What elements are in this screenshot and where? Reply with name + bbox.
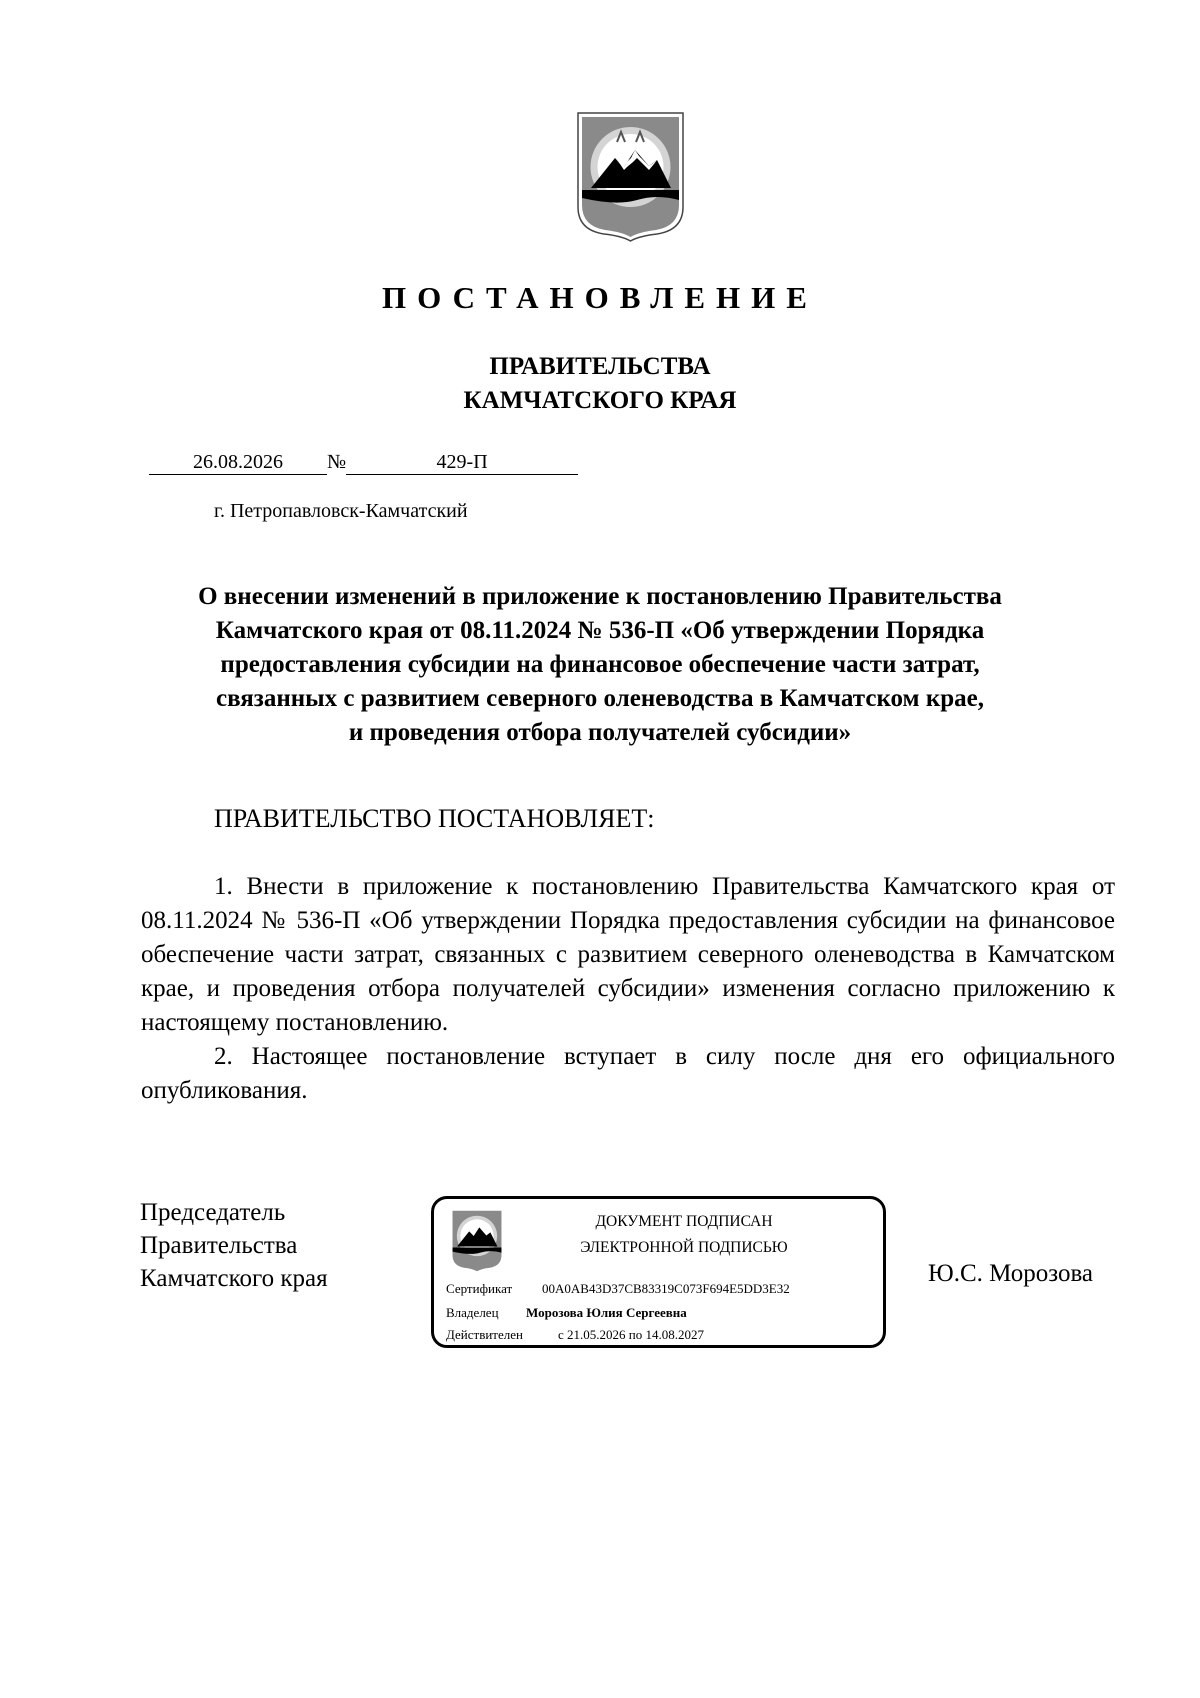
certificate-value: 00A0AB43D37CB83319C073F694E5DD3E32 — [542, 1281, 790, 1296]
issuer-line-2: КАМЧАТСКОГО КРАЯ — [463, 387, 737, 414]
document-body — [141, 870, 1115, 1108]
city: г. Петропавловск-Камчатский — [214, 500, 468, 522]
position-line-1: Председатель — [140, 1199, 286, 1226]
document-date: 26.08.2026 — [149, 450, 327, 475]
validity-label: Действителен — [446, 1327, 523, 1342]
issuer-line-1: ПРАВИТЕЛЬСТВА — [489, 353, 711, 380]
signatory-name: Ю.С. Морозова — [928, 1260, 1094, 1287]
stamp-title-line-1: ДОКУМЕНТ ПОДПИСАН — [595, 1213, 773, 1230]
electronic-signature-stamp — [431, 1196, 886, 1348]
stamp-owner-row — [446, 1305, 687, 1321]
paragraph-2: 2. Настоящее постановление вступает в силу после дня его официального опубликования. — [141, 1043, 1115, 1104]
document-type-title: ПОСТАНОВЛЕНИЕ — [382, 280, 818, 315]
stamp-coat-of-arms-icon — [450, 1207, 504, 1275]
stamp-validity-row — [446, 1327, 704, 1343]
paragraph-1: 1. Внести в приложение к постановлению Правительства Камчатского края от 08.11.2024 № 536-П «Об утверждении Порядка предоставления субсидии на финансовое обеспечение части затрат, связанных с развитием северного оленеводства в Камчатском крае, и проведения отбора получателей субсидии» изменения согласно приложению к настоящему постановлению. — [141, 873, 1115, 1036]
decree-phrase: ПРАВИТЕЛЬСТВО ПОСТАНОВЛЯЕТ: — [214, 804, 655, 833]
number-sign: № — [327, 451, 347, 473]
owner-label: Владелец — [446, 1305, 499, 1320]
stamp-title — [524, 1209, 844, 1261]
subject-line-2: Камчатского края от 08.11.2024 № 536-П «Об утверждении Порядка — [215, 617, 985, 644]
coat-of-arms-icon — [577, 112, 684, 242]
validity-value: с 21.05.2026 по 14.08.2027 — [558, 1327, 704, 1342]
subject-line-5: и проведения отбора получателей субсидии» — [348, 719, 852, 746]
stamp-title-line-2: ЭЛЕКТРОННОЙ ПОДПИСЬЮ — [580, 1239, 788, 1256]
stamp-certificate-row — [446, 1281, 790, 1297]
signatory-position — [140, 1196, 328, 1295]
document-number: 429-П — [346, 450, 578, 475]
position-line-2: Правительства — [140, 1232, 298, 1259]
document-date-number — [149, 450, 578, 475]
subject-line-1: О внесении изменений в приложение к постановлению Правительства — [198, 583, 1002, 610]
subject-line-3: предоставления субсидии на финансовое обеспечение части затрат, — [220, 651, 980, 678]
position-line-3: Камчатского края — [140, 1265, 328, 1292]
certificate-label: Сертификат — [446, 1281, 513, 1296]
owner-value: Морозова Юлия Сергеевна — [526, 1305, 687, 1320]
subject-line-4: связанных с развитием северного оленеводства в Камчатском крае, — [216, 685, 984, 712]
issuer-heading — [0, 350, 1200, 418]
document-subject — [140, 580, 1060, 750]
